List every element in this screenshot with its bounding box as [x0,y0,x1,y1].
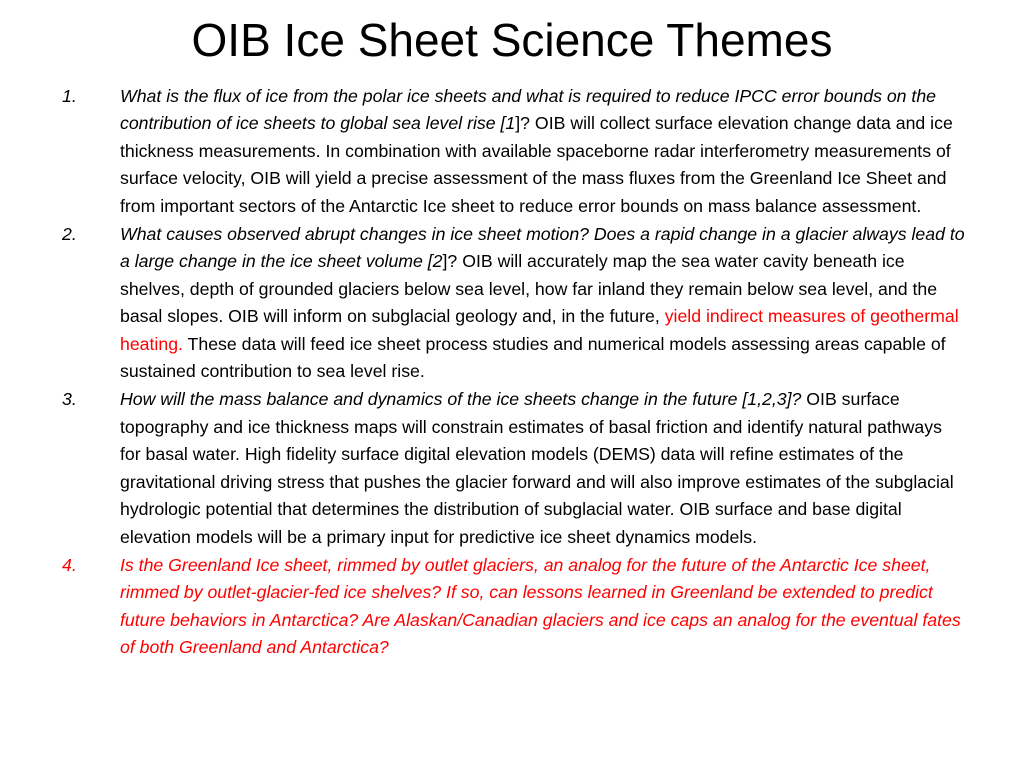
list-item [0,221,1024,385]
list-item [0,552,1024,662]
item-number: 3. [62,389,77,410]
item-body-tail: These data will feed ice sheet process studies and numerical models assessing areas capable of sustained contribution to sea level rise. [120,333,946,382]
item-question: What causes observed abrupt changes in ice sheet motion? Does a rapid change in a glacier always lead to a large change in the ice sheet volume [2 [120,224,965,272]
item-question: What is the flux of ice from the polar ice sheets and what is required to reduce IPCC error bounds on the contribution of ice sheets to global sea level rise [1 [120,86,937,134]
list-item [0,83,1024,220]
item-ref-close: ]? [442,251,458,272]
item-highlight: yield indirect measures of geothermal heating. [120,306,959,354]
item-number: 1. [62,86,77,106]
item-number: 4. [62,554,77,575]
theme-list [0,83,1024,663]
item-ref-close: ]? [515,113,531,134]
item-body: OIB will accurately map the sea water cavity beneath ice shelves, depth of grounded glaciers below sea level, how far inland they remain below sea level, and the basal slopes. OIB will inform on subglacial geology and, in the future, [120,251,938,327]
item-number: 2. [62,224,77,245]
list-item [0,386,1024,550]
item-body: OIB surface topography and ice thickness maps will constrain estimates of basal friction and identify natural pathways for basal water. High fidelity surface digital elevation models (DEMS) data will refine estimates of the gravitational driving stress that pushes the glacier forward and will also improve estimates of the subglacial hydrologic potential that determines the distribution of subglacial water. OIB surface and base digital elevation models will be a primary input for predictive ice sheet dynamics models. [120,389,954,547]
item-body: OIB will collect surface elevation change data and ice thickness measurements. In combination with available spaceborne radar interferometry measurements of surface velocity, OIB will yield a precise assessment of the mass fluxes from the Greenland Ice Sheet and from important sectors of the Antarctic Ice sheet to reduce error bounds on mass balance assessment. [120,113,953,216]
slide-title: OIB Ice Sheet Science Themes [191,14,833,66]
item-question: How will the mass balance and dynamics of the ice sheets change in the future [1,2,3]? [120,389,802,410]
item-question: Is the Greenland Ice sheet, rimmed by outlet glaciers, an analog for the future of the Antarctic Ice sheet, rimmed by outlet-glacier-fed ice shelves? If so, can lessons learned in Greenland be extended to predict future behaviors in Antarctica? Are Alaskan/Canadian glaciers and ice caps an analog for the eventual fates of both Greenland and Antarctica? [120,554,961,658]
